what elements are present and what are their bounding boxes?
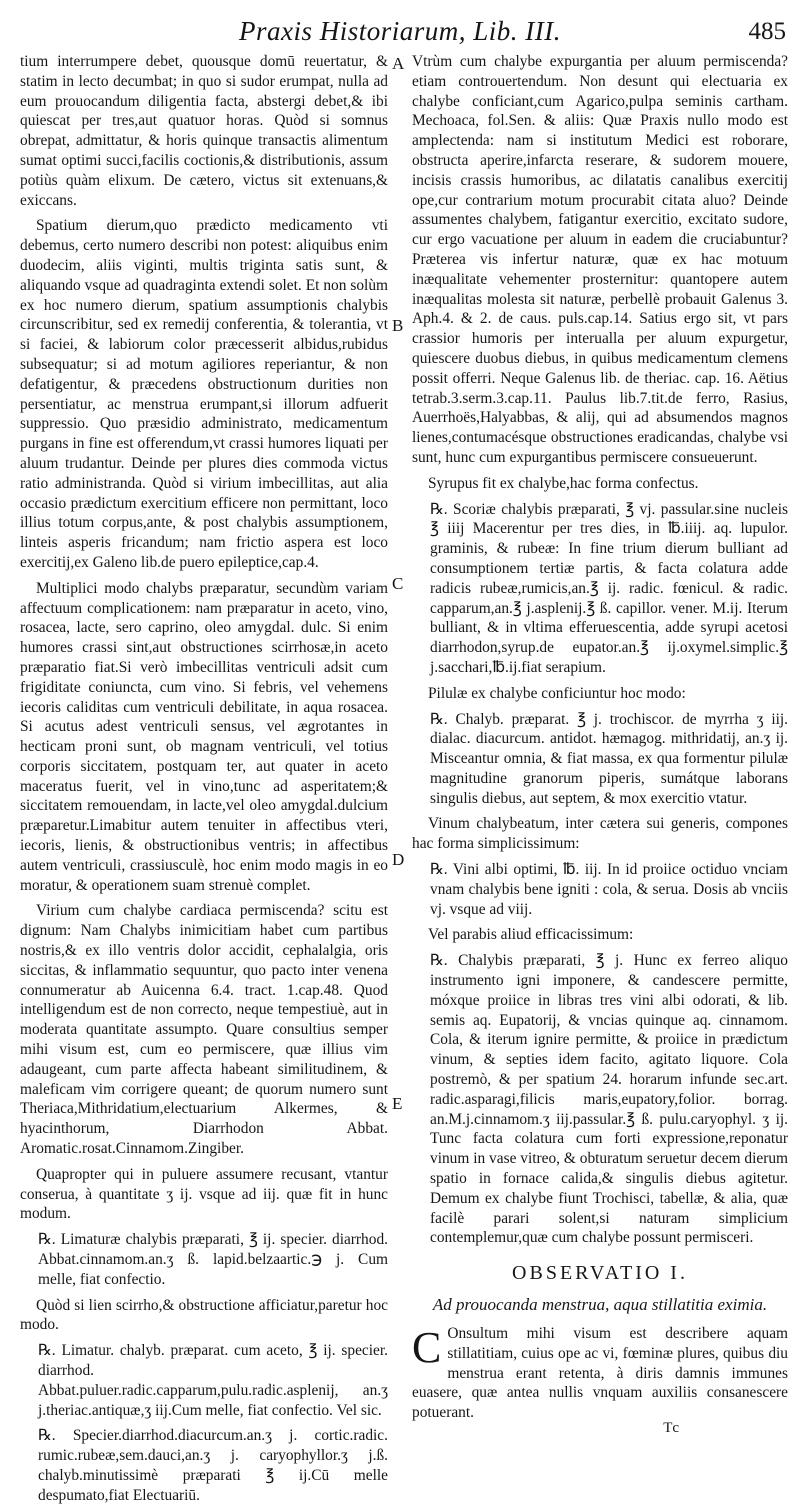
left-column-paragraph: ℞. Limatur. chalyb. præparat. cum aceto, ℥ ij. specier. diarrhod. Abbat.puluer.radic.capparum,pulu.radic.asplenij, an.ʒ j.theriac.antiquæ,ʒ iij.Cum melle, fiat confectio. Vel sic. [38, 1342, 388, 1419]
left-column-paragraph: Quòd si lien scirrho,& obstructione afficiatur,paretur hoc modo. [20, 1296, 388, 1334]
right-column-paragraph: Syrupus fit ex chalybe,hac forma confectus. [428, 474, 699, 492]
right-paragraphs [412, 52, 788, 1248]
right-column-paragraph: Vinum chalybeatum, inter cætera sui generis, compones hac forma simplicissimum: [412, 815, 788, 853]
left-column-paragraph: ℞. Limaturæ chalybis præparati, ℥ ij. specier. diarrhod. Abbat.cinnamom.an.ʒ ß. lapid.belzaartic.℈ j. Cum melle, fiat confectio. [38, 1231, 388, 1288]
observation-text: Onsultum mihi visum est describere aquam stillatitiam, cuius ope ac vi, fœminæ plures, quibus diu menstrua erant retenta, à diris damnis immunes euasere, quæ antea nullis vnquam auxiliis consanescere potuerant. [412, 1325, 788, 1422]
observation-paragraph [412, 1324, 788, 1423]
right-column-paragraph: Vel parabis aliud efficacissimum: [428, 926, 634, 944]
right-column-paragraph: Pilulæ ex chalybe conficiuntur hoc modo: [428, 684, 686, 702]
page-header [0, 8, 800, 56]
drop-cap: C [412, 1323, 442, 1373]
observation-heading: OBSERVATIO I. [512, 1262, 688, 1285]
right-column-paragraph: ℞. Scoriæ chalybis præparati, ℥ vj. passular.sine nucleis ℥ iiij Macerentur per tres dies, in ℔.iiij. aq. lupulor. graminis, & rubeæ: In fine trium dierum bulliant ad consumptionem tertiæ partis, & facta colatura adde radicis rubeæ,rumicis,an.℥ ij. radic. fœnicul. & radic. capparum,an.℥ j.asplenij.℥ ß. capillor. vener. M.ij. Iterum bulliant, & in vltima efferuescentia, adde syrupi acetosi diarrhodon,syrup.de eupator.an.℥ ij.oxymel.simplic.℥ j.sacchari,℔.ij.fiat serapium. [430, 500, 788, 676]
catchword: Tc [663, 1420, 680, 1436]
left-text-column [20, 52, 388, 1504]
margin-letter-e: E [392, 1094, 403, 1113]
right-column-paragraph: ℞. Chalyb. præparat. ℥ j. trochiscor. de myrrha ʒ iij. dialac. diacurcum. antidot. hæmagog. mithridatij, an.ʒ ij. Misceantur omnia, & fiat massa, ex qua formentur pilulæ magnitudine granorum piperis, sumátque laborans singulis diebus, aut septem, & mox exercitio vtatur. [430, 710, 788, 807]
left-column-paragraph: Virium cum chalybe cardiaca permiscenda? scitu est dignum: Nam Chalybs inimicitiam habet cum partibus nostris,& ex illo ventris dolor accidit, cephalalgia, oris siccitas, & inflammatio sequuntur, quo pacto inter venena connumeratur ab Auicenna 6.4. tract. 1.cap.48. Quod intelligendum est de non correcto, neque tempestiuè, aut in moderata quantitate assumpto. Quare consultius semper mihi visum est, cum eo permiscere, quæ illius vim adaugeant, cum parte affecta habeant similitudinem, & maleficam vim corrigere queant; de quorum numero sunt Theriaca,Mithridatium,electuarium Alkermes, & hyacinthorum, Diarrhodon Abbat. Aromatic.rosat.Cinnamom.Zingiber. [20, 902, 388, 1158]
margin-letter-c: C [392, 574, 404, 593]
right-column-paragraph: Vtrùm cum chalybe expurgantia per aluum permiscenda? etiam controuertendum. Non desunt qui electuaria ex chalybe conficiant,cum Agarico,pulpa seminis cartham. Mechoaca, fol.Sen. & aliis: Quæ Praxis nullo modo est amplectenda: nam si institutum Medici est roborare, obstructa aperire,infarcta reserare, & sudorem mouere, incisis crassis humoribus, ac dilatatis canalibus exercitij ope,cur contrarium motum procurabit citata aluo? Deinde assumentes chalybem, fatigantur exercitio, excitato sudore, cur ergo vacuatione per aluum in eadem die cruciabuntur? Præterea vis infertur naturæ, quæ ex hac motuum inæqualitate vehementer prosternitur: quantopere autem inæqualitas molesta sit naturæ, perbellè probauit Galenus 3. Aph.4. & 2. de caus. puls.cap.14. Satius ergo sit, vt pars crassior humoris per interualla per aluum expurgetur, quiescere duobus diebus, in quibus medicamentum clemens possit offerri. Neque Galenus lib. de theriac. cap. 16. Aëtius tetrab.3.serm.3.cap.11. Paulus lib.7.tit.de ferro, Rasius, Auerrhoës,Halyabbas, & alij, qui ad absumendos magnos lienes,contumacésque obstructiones eradicandas, chalybe vsi sunt, hunc cum expurgantibus permiscere consueuerunt. [412, 53, 788, 466]
margin-letter-a: A [392, 54, 405, 73]
left-column-paragraph: ℞. Specier.diarrhod.diacurcum.an.ʒ j. cortic.radic. rumic.rubeæ,sem.dauci,an.ʒ j. caryophyllor.ʒ j.ß. chalyb.minutissimè præparati ℥ ij.Cū melle despumato,fiat Electuariū. [38, 1427, 388, 1504]
right-text-column [412, 52, 788, 1439]
margin-letter-b: B [392, 316, 404, 335]
right-column-paragraph: ℞. Vini albi optimi, ℔. iij. In id proiice octiduo vnciam vnam chalybis bene igniti : cola, & serua. Dosis ab vnciis vj. vsque ad viij. [430, 861, 788, 918]
observation-subtitle: Ad prouocanda menstrua, aqua stillatitia eximia. [432, 1295, 768, 1315]
right-column-paragraph: ℞. Chalybis præparati, ℥ j. Hunc ex ferreo aliquo instrumento igni imponere, & candescere permitte, móxque proiice in libras tres vini albi odorati, & lib. semis aq. Eupatorij, & vncias quinque aq. cinnamom. Cola, & iterum ignire permitte, & proiice in prædictum vinum, & septies idem facito, agitato liquore. Cola postremò, & per spatium 24. horarum infunde sec.art. radic.asparagi,filicis maris,eupatory,folior. borrag. an.M.j.cinnamom.ʒ iij.passular.℥ ß. pulu.caryophyl. ʒ ij. Tunc facta colatura cum forti expressione,reponatur vinum in vase vitreo, & obturatum seruetur decem dierum spatio in fornace calida,& singulis diebus agitetur. Demum ex chalybe fiunt Trochisci, tabellæ, & alia, quæ facilè parari solent,si naturam simplicium contemplemur,quæ cum chalybe possunt permisceri. [430, 952, 788, 1247]
left-column-paragraph: Spatium dierum,quo prædicto medicamento vti debemus, certo numero describi non potest: aliquibus enim duodecim, aliis viginti, multis triginta satis sunt, & aliquando vsque ad quadraginta extendi solet. Et non solùm ex hoc numero dierum, spatium assumptionis chalybis circunscribitur, sed ex remedij conferentia, & tolerantia, vt si faciei, & labiorum color præcesserit albidus,rubidus subsequatur; si ad motum agiliores reperiantur, & non defatigentur, & præcedens obstructionum durities non persentiatur, ac menstrua erumpant,si illorum adfuerit suppressio. Quo præsidio administrato, medicamentum purgans in fine est offerendum,vt crassi humores liquati per aluum trudantur. Deinde per plures dies commoda victus ratio administranda. Quòd si virium imbecillitas, aut alia occasio prædictum exercitium efficere non permittant, loco illius totum corpus,ante, & post chalybis assumptionem, linteis asperis fricandum; nam frictio aspera est loco exercitij,ex Galeno lib.de puero epileptice,cap.4. [20, 217, 388, 571]
left-column-paragraph: Quapropter qui in puluere assumere recusant, vtantur conserua, à quantitate ʒ ij. vsque ad iij. quæ fit in hunc modum. [20, 1165, 388, 1223]
left-column-paragraph: tium interrumpere debet, quousque domū reuertatur, & statim in lecto decumbat; in quo si sudor erumpat, nulla ad eum prouocandum diligentia facta, abstergi debet,& ibi quiescat per tres,aut quatuor horas. Quòd si somnus obrepat, admittatur, & horis quinque transactis alimentum sumat optimi succi,facilis coctionis,& distributionis, assum potiùs quàm elixum. De cætero, victus sit extenuans,& exiccans. [20, 53, 388, 209]
left-column-paragraph: Multiplici modo chalybs præparatur, secundùm variam affectuum complicationem: nam præparatur in aceto, vino, rosacea, lacte, sero caprino, oleo amygdal. dulc. Si enim humores crassi sint,aut obstructiones scirrhosæ,in aceto præparatio fiat.Si verò imbecillitas ventriculi adsit cum frigiditate coniuncta, cum vino. Si febris, vel vehemens iecoris caliditas cum ventriculi debilitate, in aqua rosacea. Si acutus adest ventriculi sensus, vel ægrotantes in hecticam proni sunt, ob magnam ventriculi, vel totius corporis siccitatem, postquam ter, aut quater in aceto maceratus fuerit, vel in vino,tunc ad asperitatem;& siccitatem remouendam, in lacte,vel oleo amygdal.dulcium præparetur.Limabitur autem tenuiter in affectibus vteri, iecoris, lienis, & obstructionibus ventris; in affectibus autem ventriculi, crassiusculè, hoc enim modo magis in eo moratur, & operationem suam strenuè complet. [20, 579, 388, 894]
running-title: Praxis Historiarum, Lib. III. [238, 16, 561, 46]
margin-letter-d: D [392, 850, 405, 869]
page-number: 485 [748, 18, 786, 45]
